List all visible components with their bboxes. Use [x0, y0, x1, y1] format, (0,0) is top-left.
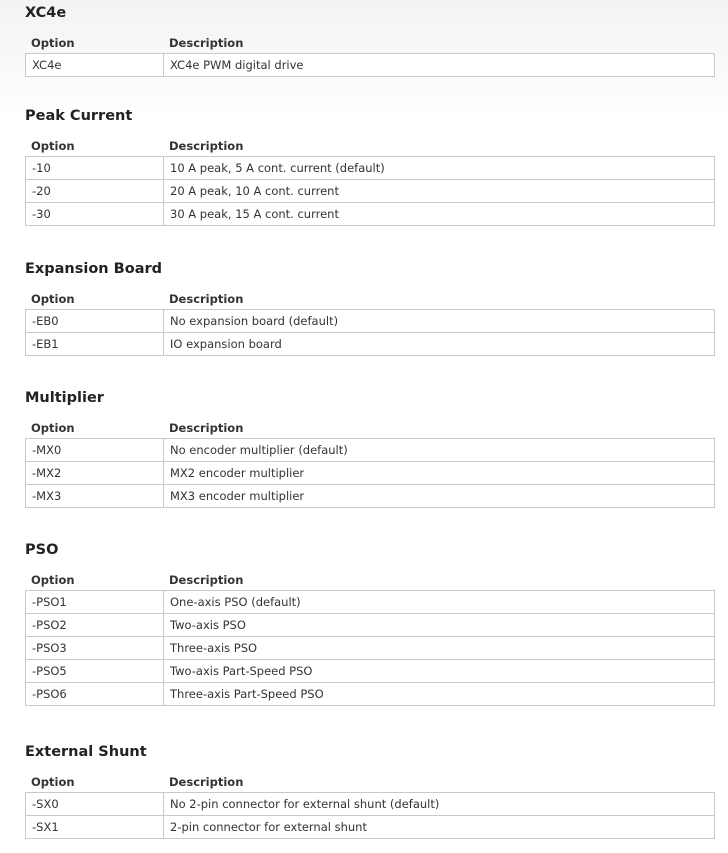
table-row — [26, 614, 715, 637]
table-row — [26, 203, 715, 226]
table-row — [26, 660, 715, 683]
table-header — [25, 418, 715, 438]
option-cell: -MX0 — [26, 439, 164, 462]
section-title: External Shunt — [25, 744, 147, 760]
option-cell: -10 — [26, 157, 164, 180]
column-header-option: Option — [31, 36, 75, 50]
table-header — [25, 570, 715, 590]
option-cell: -MX2 — [26, 462, 164, 485]
table-row — [26, 310, 715, 333]
options-table — [25, 590, 715, 706]
description-cell: Two-axis PSO — [164, 614, 715, 637]
table-header — [25, 772, 715, 792]
column-header-description: Description — [169, 292, 244, 306]
section-title: Peak Current — [25, 108, 133, 124]
section-peak-current — [25, 106, 715, 226]
table-row — [26, 816, 715, 839]
section-title: XC4e — [25, 5, 67, 21]
section-pso — [25, 540, 715, 706]
column-header-option: Option — [31, 139, 75, 153]
description-cell: No encoder multiplier (default) — [164, 439, 715, 462]
option-cell: -EB1 — [26, 333, 164, 356]
section-xc4e — [25, 3, 715, 77]
description-cell: 20 A peak, 10 A cont. current — [164, 180, 715, 203]
option-cell: -MX3 — [26, 485, 164, 508]
description-cell: No expansion board (default) — [164, 310, 715, 333]
column-header-option: Option — [31, 775, 75, 789]
table-row — [26, 439, 715, 462]
table-row — [26, 462, 715, 485]
description-cell: XC4e PWM digital drive — [164, 54, 715, 77]
option-cell: -PSO2 — [26, 614, 164, 637]
table-row — [26, 591, 715, 614]
section-title: Expansion Board — [25, 261, 163, 277]
description-cell: Three-axis PSO — [164, 637, 715, 660]
description-cell: IO expansion board — [164, 333, 715, 356]
description-cell: No 2-pin connector for external shunt (default) — [164, 793, 715, 816]
table-row — [26, 180, 715, 203]
table-row — [26, 683, 715, 706]
table-row — [26, 485, 715, 508]
column-header-description: Description — [169, 421, 244, 435]
column-header-description: Description — [169, 36, 244, 50]
section-expansion-board — [25, 259, 715, 356]
column-header-description: Description — [169, 573, 244, 587]
option-cell: -EB0 — [26, 310, 164, 333]
table-row — [26, 54, 715, 77]
column-header-option: Option — [31, 573, 75, 587]
section-multiplier — [25, 388, 715, 508]
section-external-shunt — [25, 742, 715, 839]
option-cell: -PSO1 — [26, 591, 164, 614]
column-header-option: Option — [31, 421, 75, 435]
description-cell: 2-pin connector for external shunt — [164, 816, 715, 839]
options-table — [25, 53, 715, 77]
table-header — [25, 289, 715, 309]
options-table — [25, 156, 715, 226]
description-cell: Three-axis Part-Speed PSO — [164, 683, 715, 706]
description-cell: MX2 encoder multiplier — [164, 462, 715, 485]
description-cell: Two-axis Part-Speed PSO — [164, 660, 715, 683]
description-cell: One-axis PSO (default) — [164, 591, 715, 614]
option-cell: -PSO3 — [26, 637, 164, 660]
table-row — [26, 157, 715, 180]
table-header — [25, 33, 715, 53]
table-row — [26, 333, 715, 356]
column-header-description: Description — [169, 775, 244, 789]
options-table — [25, 438, 715, 508]
option-cell: -PSO5 — [26, 660, 164, 683]
column-header-description: Description — [169, 139, 244, 153]
table-row — [26, 793, 715, 816]
column-header-option: Option — [31, 292, 75, 306]
option-cell: XC4e — [26, 54, 164, 77]
description-cell: 10 A peak, 5 A cont. current (default) — [164, 157, 715, 180]
section-title: PSO — [25, 542, 59, 558]
option-cell: -20 — [26, 180, 164, 203]
section-title: Multiplier — [25, 390, 104, 406]
option-cell: -PSO6 — [26, 683, 164, 706]
options-table — [25, 792, 715, 839]
table-header — [25, 136, 715, 156]
option-cell: -SX1 — [26, 816, 164, 839]
options-table — [25, 309, 715, 356]
table-row — [26, 637, 715, 660]
option-cell: -SX0 — [26, 793, 164, 816]
description-cell: 30 A peak, 15 A cont. current — [164, 203, 715, 226]
option-cell: -30 — [26, 203, 164, 226]
description-cell: MX3 encoder multiplier — [164, 485, 715, 508]
